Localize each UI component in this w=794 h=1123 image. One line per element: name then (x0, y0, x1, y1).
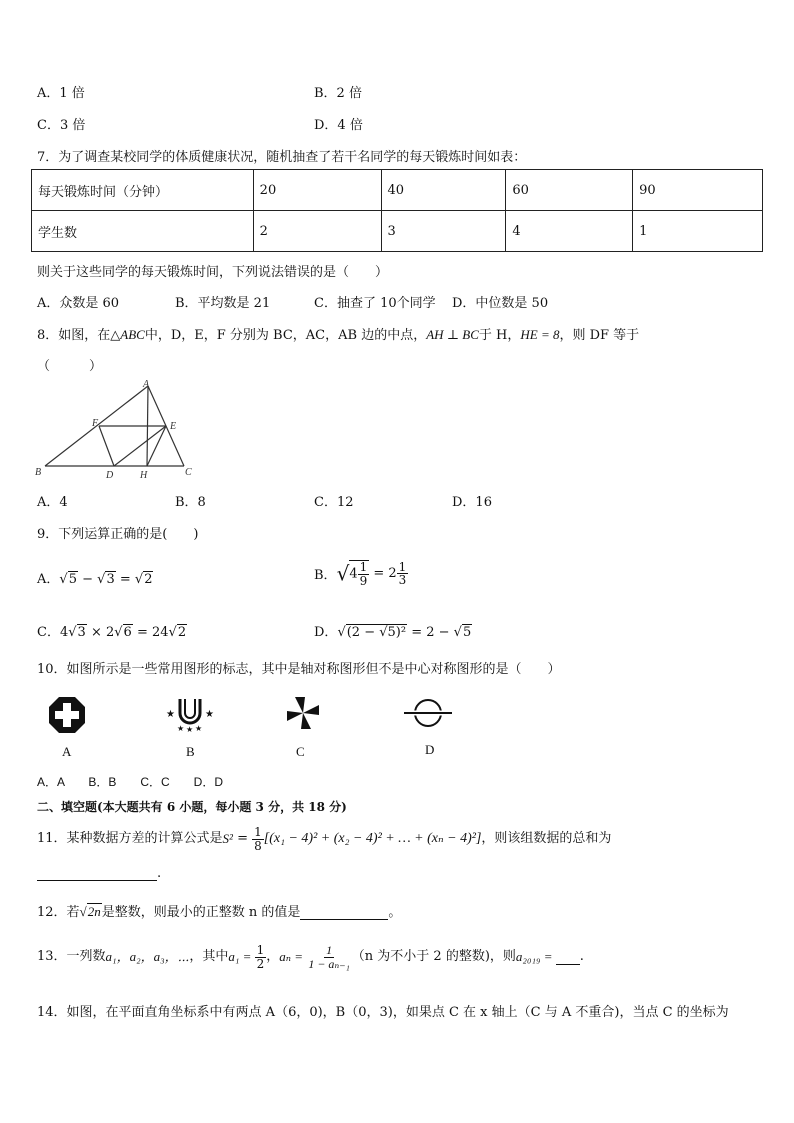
equals: = (232, 831, 253, 847)
q8-cond1: AH ⊥ BC (426, 327, 479, 342)
q6-option-c: C．3 倍 (37, 118, 86, 133)
period: 。 (388, 905, 402, 920)
q13-stem-c: （n 为不小于 2 的整数)，则 (351, 949, 516, 964)
sequence: a₁，a₂，a₃，⋯ (105, 949, 190, 964)
q10-stem: 10．如图所示是一些常用图形的标志，其中是轴对称图形但不是中心对称图形的是（ ） (37, 662, 561, 677)
q12-stem-b: 是整数，则最小的正整数 n 的值是 (101, 905, 301, 920)
q9-a-label: A． (37, 572, 60, 587)
denominator: 9 (359, 573, 368, 588)
numerator: 1 (256, 942, 265, 957)
q12-stem-a: 12．若 (37, 905, 80, 920)
table-cell: 每天锻炼时间（分钟） (32, 170, 254, 211)
q7-option-c: C．抽查了 10个同学 (314, 296, 436, 311)
star-icon: ★ (166, 709, 175, 720)
sqrt: √3 (97, 572, 115, 587)
q13-stem (37, 942, 584, 973)
q10-label-d: D (425, 742, 435, 757)
q8-triangle: △ABC (110, 327, 145, 342)
table-cell: 40 (381, 170, 506, 211)
q9-c-label: C． (37, 625, 60, 640)
radicand: 2 (144, 572, 153, 587)
table-cell: 60 (506, 170, 633, 211)
q8-option-c: C．12 (314, 495, 354, 510)
table-cell: 90 (633, 170, 763, 211)
q13-stem-b: ，其中 (189, 949, 229, 964)
equals: = 2 (369, 566, 397, 582)
q11-answer-line (37, 866, 161, 881)
radicand: 5 (462, 625, 472, 640)
q8-stem-a: 8．如图，在 (37, 328, 111, 343)
sqrt: √6 (114, 625, 132, 640)
period: . (157, 866, 162, 881)
q7-option-d: D．中位数是 50 (452, 296, 549, 311)
label-c: C (185, 467, 192, 478)
radicand: 2 (177, 625, 187, 640)
segment-de (114, 426, 166, 466)
sqrt-sign: √ (336, 561, 350, 586)
radicand: (2 − √5)² (346, 625, 407, 640)
logo-d-icon (402, 695, 454, 731)
answer-blank[interactable] (37, 866, 157, 881)
q7-stem: 7．为了调查某校同学的体质健康状况，随机抽查了若干名同学的每天锻炼时间如表： (37, 150, 527, 165)
q8-stem-c: 于 H， (478, 328, 521, 343)
q8-option-a: A．4 (37, 495, 68, 510)
sqrt: √5 (59, 572, 77, 587)
radicand (349, 560, 369, 587)
q13-stem-a: 13．一列数 (37, 949, 106, 964)
a1-symbol: a₁ = (228, 949, 255, 964)
label-d: D (106, 470, 114, 481)
answer-blank[interactable] (300, 905, 388, 920)
answer-blank[interactable] (556, 950, 580, 965)
denominator: 1 − aₙ₋₁ (308, 956, 350, 971)
q9-option-d (314, 621, 472, 640)
fraction (255, 944, 267, 970)
logo-c-icon (283, 693, 323, 733)
star-icon: ★ (186, 725, 194, 733)
sqrt: √2 (168, 625, 187, 640)
radicand: 5 (68, 572, 77, 587)
label-f: F (92, 418, 99, 429)
fraction (306, 944, 351, 970)
blade-shape (295, 697, 305, 713)
comma: ， (266, 949, 280, 964)
fraction (252, 826, 264, 852)
sqrt: √5 (453, 625, 472, 640)
segment-he (147, 426, 166, 466)
table-cell: 2 (253, 211, 381, 252)
period: . (579, 949, 584, 964)
q9-option-c (37, 621, 187, 640)
denominator: 8 (254, 838, 262, 853)
q10-label-b: B (186, 744, 195, 759)
equals: = 2 − (407, 625, 454, 640)
numerator: 1 (359, 560, 368, 574)
logo-a-icon (47, 695, 87, 735)
star-icon: ★ (195, 724, 203, 733)
star-icon: ★ (177, 724, 185, 733)
integer: 4 (349, 566, 358, 582)
denominator: 2 (256, 956, 265, 971)
denominator: 3 (398, 573, 407, 588)
table-row (32, 170, 763, 211)
q9-option-b (314, 560, 408, 587)
q8-option-d: D．16 (452, 495, 492, 510)
equals: = (115, 572, 135, 587)
q10-label-a: A (62, 744, 72, 759)
q9-stem: 9．下列运算正确的是( ) (37, 527, 199, 542)
q8-paren: （ ） (37, 359, 103, 374)
label-b: B (35, 467, 42, 478)
numerator: 1 (326, 942, 333, 957)
outer-u-shape (180, 699, 200, 723)
q9-d-label: D． (314, 625, 338, 640)
equals: = 24 (132, 625, 169, 640)
q14-stem: 14．如图，在平面直角坐标系中有两点 A（6，0)，B（0，3)，如果点 C 在 x 轴上（C 与 A 不重合)，当点 C 的坐标为 (37, 1005, 729, 1020)
section-2-heading: 二、填空题(本大题共有 6 小题，每小题 3 分，共 18 分) (37, 800, 347, 814)
fraction (397, 561, 409, 587)
q12-stem (37, 901, 401, 920)
table-cell: 1 (633, 211, 763, 252)
q7-question: 则关于这些同学的每天锻炼时间，下列说法错误的是（ ） (37, 265, 389, 280)
an-symbol: aₙ = (279, 949, 307, 964)
a2019-symbol: a₂₀₁₉ = (515, 949, 556, 964)
table-cell: 学生数 (32, 211, 254, 252)
label-h: H (140, 470, 148, 481)
sqrt: √2n (79, 904, 101, 919)
numerator: 1 (254, 825, 262, 839)
logo-b-icon (164, 695, 216, 733)
radicand: 2n (87, 904, 101, 919)
table-cell: 20 (253, 170, 381, 211)
q8-stem-d: ，则 DF 等于 (559, 328, 640, 343)
q8-option-b: B．8 (175, 495, 206, 510)
q8-triangle-figure (30, 378, 200, 483)
inner-u-shape (185, 699, 195, 718)
sqrt: √2 (134, 572, 153, 587)
q6-option-d: D．4 倍 (314, 118, 363, 133)
label-a: A (143, 379, 150, 390)
table-row (32, 211, 763, 252)
q10-options: A．A B．B C．C D．D (37, 775, 224, 789)
segment-fd (99, 426, 114, 466)
variance-symbol: S² (222, 831, 233, 847)
sqrt: √(2 − √5)² (337, 625, 407, 640)
q8-stem (37, 324, 639, 343)
star-icon: ★ (205, 709, 214, 720)
q7-option-a: A．众数是 60 (37, 296, 120, 311)
variance-expression: [(x₁ − 4)² + (x₂ − 4)² + … + (xₙ − 4)²] (263, 831, 482, 847)
q11-stem-a: 11．某种数据方差的计算公式是 (37, 831, 223, 847)
blade-shape (287, 711, 303, 721)
q7-option-b: B．平均数是 21 (175, 296, 271, 311)
times: × 2 (86, 625, 115, 640)
q8-stem-b: 中，D，E，F 分别为 BC，AC，AB 边的中点， (144, 328, 427, 343)
fraction (358, 561, 370, 587)
radicand: 3 (106, 572, 115, 587)
q11-stem-b: ，则该组数据的总和为 (481, 831, 612, 847)
q6-option-b: B．2 倍 (314, 86, 362, 101)
table-cell: 4 (506, 211, 633, 252)
radicand: 6 (123, 625, 132, 640)
label-e: E (170, 421, 177, 432)
minus: − (77, 572, 98, 587)
sqrt: √3 (68, 625, 86, 640)
numerator: 1 (398, 559, 407, 574)
radicand: 3 (77, 625, 86, 640)
q10-label-c: C (296, 744, 305, 759)
q9-b-label: B． (314, 568, 337, 584)
q7-table (31, 169, 763, 252)
table-cell: 3 (381, 211, 506, 252)
q9-option-a (37, 568, 153, 587)
blade-shape (303, 705, 319, 715)
q6-option-a: A．1 倍 (37, 86, 85, 101)
q8-cond2: HE = 8 (520, 327, 560, 342)
coefficient: 4 (59, 625, 69, 640)
blade-shape (301, 713, 311, 729)
q11-stem (37, 826, 611, 852)
